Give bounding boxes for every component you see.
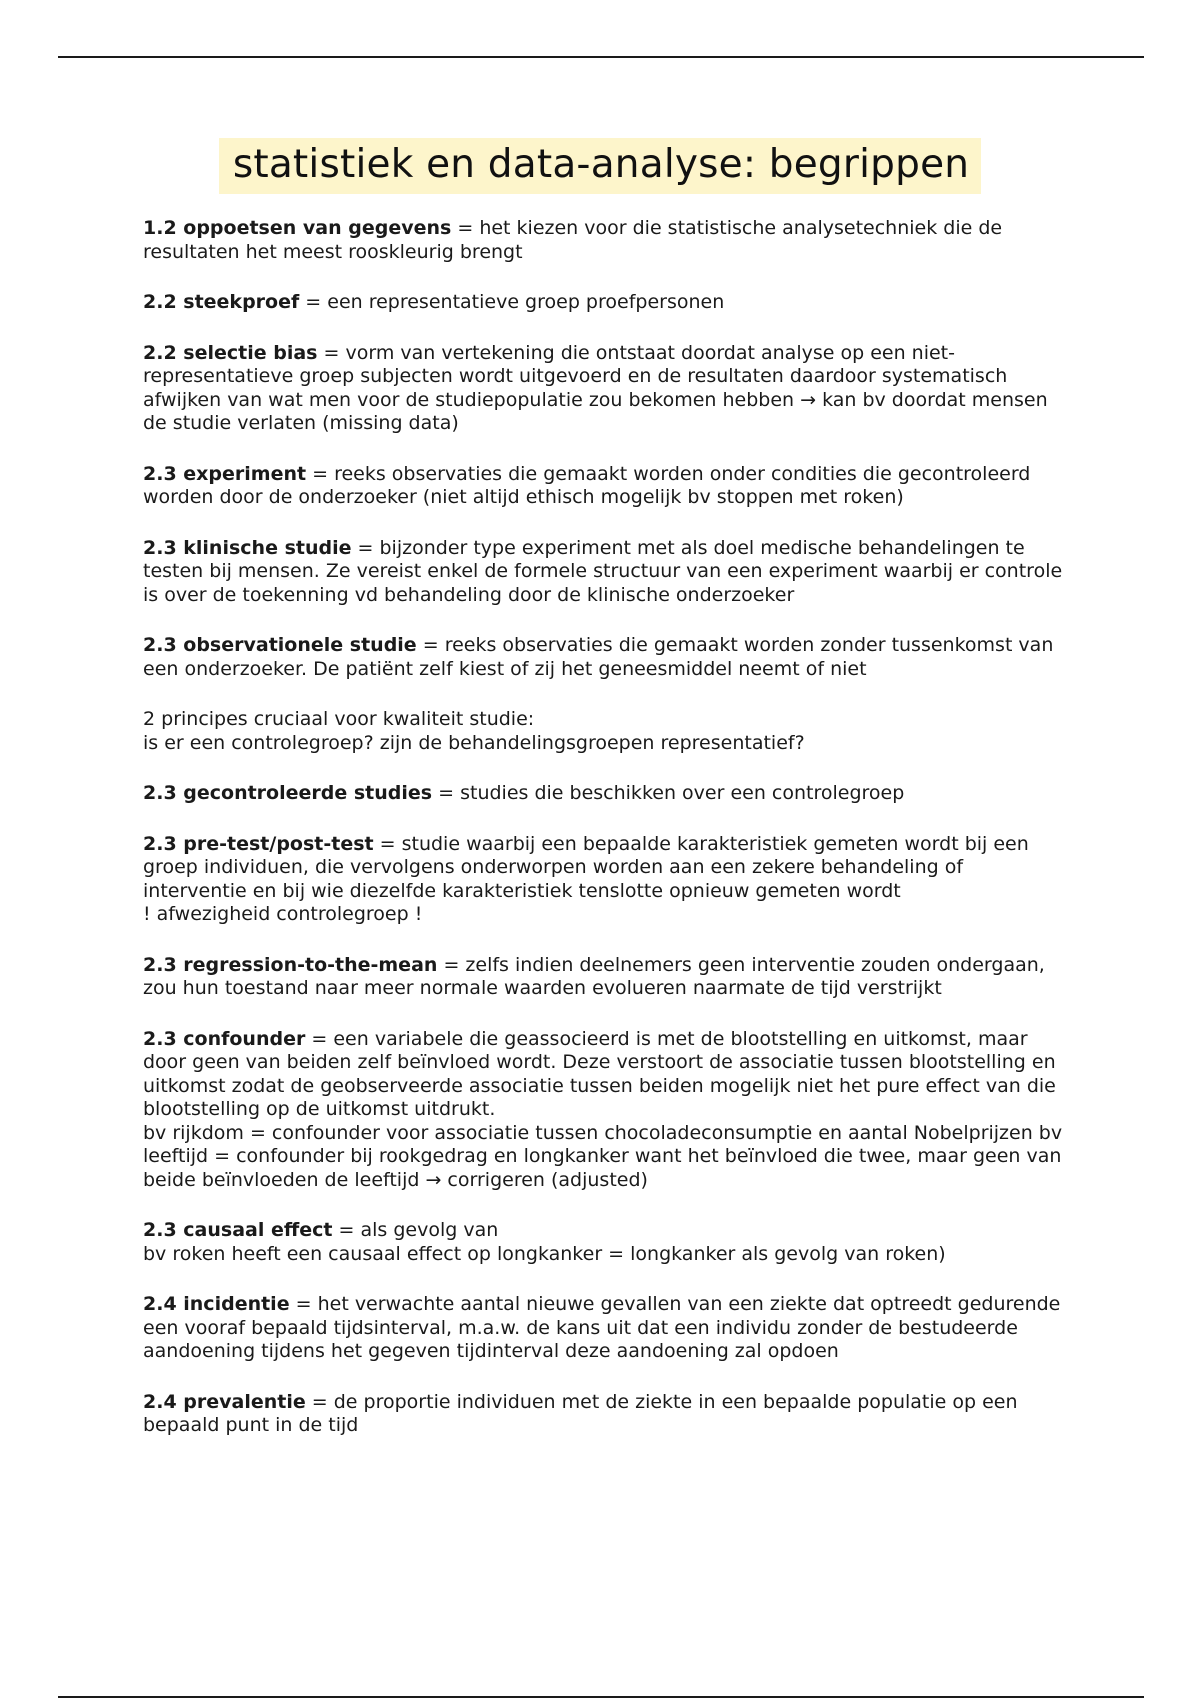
page-title: statistiek en data-analyse: begrippen <box>219 138 981 194</box>
entry-extra: bv roken heeft een causaal effect op longkanker = longkanker als gevolg van roken) <box>143 1242 946 1265</box>
note-line: 2 principes cruciaal voor kwaliteit studie: <box>143 708 535 730</box>
entry-extra: bv rijkdom = confounder voor associatie tussen chocoladeconsumptie en aantal Nobelprijzen bv leeftijd = confounder bij rookgedrag en longkanker want het beïnvloed die twee, maar geen van beide beïnvloeden de leeftijd → corrigeren (adjusted) <box>143 1121 1063 1191</box>
glossary-entry <box>143 1391 1063 1438</box>
glossary <box>143 217 1063 1465</box>
entry-term: 2.3 confounder <box>143 1027 306 1050</box>
glossary-entry <box>143 342 1063 436</box>
entry-term: 2.4 prevalentie <box>143 1390 306 1413</box>
entry-term: 2.4 incidentie <box>143 1293 290 1315</box>
entry-definition: = vorm van vertekening die ontstaat doordat analyse op een niet-representatieve groep subjecten wordt uitgevoerd en de resultaten daardoor systematisch afwijken van wat men voor de studiepopulatie zou bekomen hebben → kan bv doordat mensen de studie verlaten (missing data) <box>143 341 1048 434</box>
glossary-entry <box>143 1219 1063 1266</box>
entry-term: 2.3 experiment <box>143 462 307 485</box>
glossary-entry <box>143 537 1063 608</box>
entry-extra: ! afwezigheid controlegroep ! <box>143 903 423 925</box>
glossary-entry <box>143 1028 1063 1193</box>
entry-definition: = reeks observaties die gemaakt worden zonder tussenkomst van een onderzoeker. De patiënt zelf kiest of zij het geneesmiddel neemt of niet <box>143 634 1054 680</box>
entry-term: 2.3 pre-test/post-test <box>143 832 374 855</box>
entry-term: 2.2 selectie bias <box>143 341 318 364</box>
glossary-entry <box>143 634 1063 681</box>
entry-definition: = reeks observaties die gemaakt worden onder condities die gecontroleerd worden door de onderzoeker (niet altijd ethisch mogelijk bv stoppen met roken) <box>143 462 1031 508</box>
glossary-entry <box>143 217 1063 264</box>
entry-definition: = het verwachte aantal nieuwe gevallen van een ziekte dat optreedt gedurende een vooraf bepaald tijdsinterval, m.a.w. de kans uit dat een individu zonder de bestudeerde aandoening tijdens het gegeven tijdinterval deze aandoening zal opdoen <box>143 1293 1061 1362</box>
entry-definition: = studies die beschikken over een controlegroep <box>432 782 905 804</box>
title-container <box>0 138 1200 194</box>
top-rule <box>58 56 1144 58</box>
glossary-entry <box>143 954 1063 1001</box>
entry-term: 2.3 gecontroleerde studies <box>143 782 433 804</box>
bottom-rule <box>58 1696 1144 1698</box>
entry-definition: = als gevolg van <box>332 1219 499 1241</box>
entry-definition: = zelfs indien deelnemers geen interventie zouden ondergaan, zou hun toestand naar meer normale waarden evolueren naarmate de tijd verstrijkt <box>143 953 1045 999</box>
glossary-entry <box>143 1293 1063 1364</box>
entry-definition: = studie waarbij een bepaalde karakteristiek gemeten wordt bij een groep individuen, die vervolgens onderworpen worden aan een zekere behandeling of interventie en bij wie diezelfde karakteristiek tenslotte opnieuw gemeten wordt <box>143 832 1029 902</box>
entry-definition: = bijzonder type experiment met als doel medische behandelingen te testen bij mensen. Ze vereist enkel de formele structuur van een experiment waarbij er controle is over de toekenning vd behandeling door de klinische onderzoeker <box>143 536 1063 606</box>
glossary-entry <box>143 833 1063 927</box>
note-principles <box>143 708 1063 755</box>
entry-term: 2.2 steekproef <box>143 291 300 313</box>
entry-term: 2.3 causaal effect <box>143 1219 333 1241</box>
glossary-entry <box>143 782 1063 806</box>
entry-definition: = het kiezen voor die statistische analysetechniek die de resultaten het meest rooskleurig brengt <box>143 217 1003 263</box>
note-line: is er een controlegroep? zijn de behandelingsgroepen representatief? <box>143 731 805 754</box>
entry-definition: = een variabele die geassocieerd is met de blootstelling en uitkomst, maar door geen van beiden zelf beïnvloed wordt. Deze verstoort de associatie tussen blootstelling en uitkomst zodat de geobserveerde associatie tussen beiden mogelijk niet het pure effect van die blootstelling op de uitkomst uitdrukt. <box>143 1027 1056 1120</box>
entry-term: 2.3 regression-to-the-mean <box>143 953 438 976</box>
glossary-entry <box>143 463 1063 510</box>
entry-definition: = de proportie individuen met de ziekte in een bepaalde populatie op een bepaald punt in de tijd <box>143 1390 1018 1436</box>
glossary-entry <box>143 291 1063 315</box>
entry-term: 2.3 klinische studie <box>143 536 352 559</box>
entry-term: 1.2 oppoetsen van gegevens <box>143 217 452 239</box>
entry-term: 2.3 observationele studie <box>143 634 417 656</box>
entry-definition: = een representatieve groep proefpersonen <box>299 291 725 313</box>
